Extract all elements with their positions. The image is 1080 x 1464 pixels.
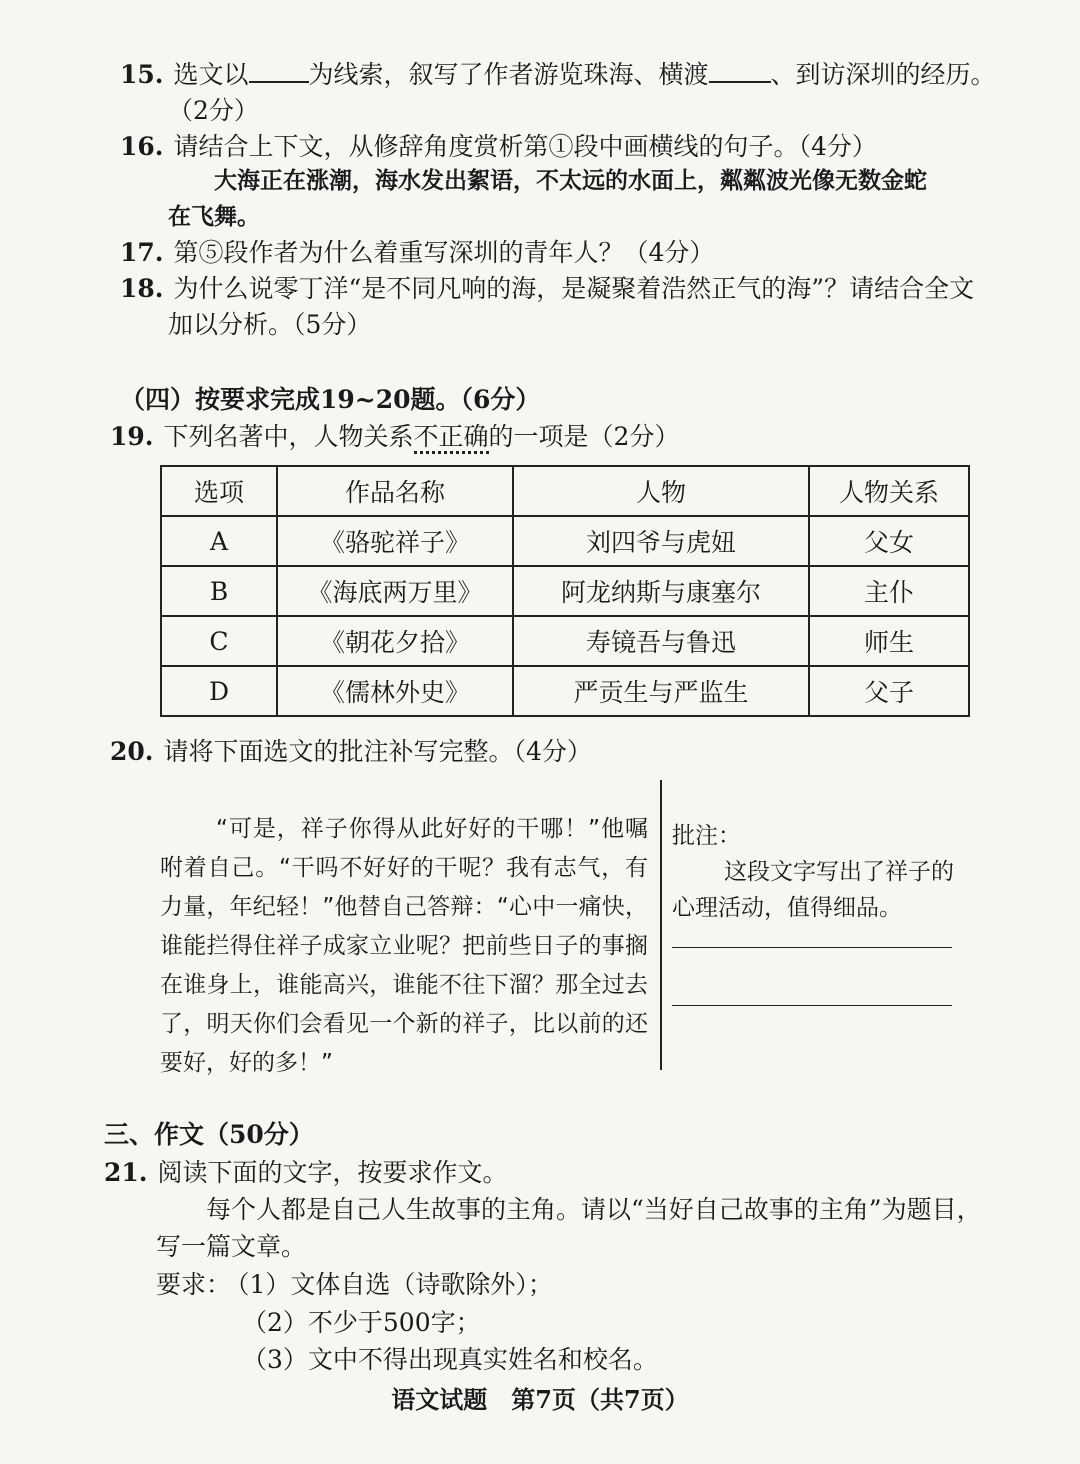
relation: 师生 [809,616,969,666]
requirement-2: （2）不少于500字； [242,1308,481,1337]
work-title: 《骆驼祥子》 [277,516,513,566]
section-3-title: 三、作文（50分） [104,1120,314,1149]
relation: 主仆 [809,566,969,616]
table-row [161,566,969,616]
question-number: 20. [110,737,154,766]
requirement-3: （3）文中不得出现真实姓名和校名。 [242,1345,658,1374]
option-label: B [161,566,277,616]
work-title: 《海底两万里》 [277,566,513,616]
emphasis-text: 不正确 [414,422,489,454]
section-4-title: （四）按要求完成19~20题。（6分） [120,385,541,414]
option-label: D [161,666,277,716]
requirements-label: 要求： [156,1270,232,1299]
characters: 阿龙纳斯与康塞尔 [513,566,809,616]
characters: 严贡生与严监生 [513,666,809,716]
question-15: 15. 选文以 为线索，叙写了作者游览珠海、横渡 、到访深圳的经历。 [120,60,996,89]
quoted-sentence-line2: 在飞舞。 [168,204,260,230]
annotation [672,818,962,926]
relation: 父子 [809,666,969,716]
annotation-answer-line[interactable] [672,1005,952,1006]
table-header: 人物 [513,466,809,516]
option-label: A [161,516,277,566]
question-18: 18. 为什么说零丁洋“是不同凡响的海，是凝聚着浩然正气的海”？请结合全文 [120,274,975,303]
characters: 刘四爷与虎妞 [513,516,809,566]
passage-box [160,780,662,1076]
question-21: 21. 阅读下面的文字，按要求作文。 [104,1158,508,1187]
quoted-sentence-line1: 大海正在涨潮，海水发出絮语，不太远的水面上，粼粼波光像无数金蛇 [214,168,927,194]
answer-blank[interactable] [249,59,309,83]
essay-prompt-line2: 写一篇文章。 [156,1232,307,1261]
annotation-answer-line[interactable] [672,947,952,948]
question-number: 17. [120,238,164,267]
question-number: 18. [120,274,164,303]
table-header: 人物关系 [809,466,969,516]
answer-blank[interactable] [709,59,771,83]
question-19: 19. 下列名著中，人物关系不正确的一项是（2分） [110,420,679,454]
requirement-1: （1）文体自选（诗歌除外）； [237,1270,553,1299]
table-header: 选项 [161,466,277,516]
essay-prompt-line1: 每个人都是自己人生故事的主角。请以“当好自己故事的主角”为题目， [206,1195,982,1224]
annotation-text: 这段文字写出了祥子的心理活动，值得细品。 [672,859,954,921]
page-footer: 语文试题 第7页（共7页） [391,1385,689,1414]
question-15-score: （2分） [168,96,259,125]
work-title: 《儒林外史》 [277,666,513,716]
question-17: 17. 第⑤段作者为什么着重写深圳的青年人？（4分） [120,238,715,267]
table-row [161,516,969,566]
work-title: 《朝花夕拾》 [277,616,513,666]
question-16: 16. 请结合上下文，从修辞角度赏析第①段中画横线的句子。（4分） [120,132,877,161]
question-number: 15. [120,60,164,89]
question-number: 16. [120,132,164,161]
table-row [161,616,969,666]
question-number: 21. [104,1158,148,1187]
annotation-label: 批注： [672,823,741,849]
table-row [161,666,969,716]
table-header: 作品名称 [277,466,513,516]
relation: 父女 [809,516,969,566]
passage-text: “可是，祥子你得从此好好的干哪！”他嘱咐着自己。“干吗不好好的干呢？我有志气，有力量，年纪轻！”他替自己答辩：“心中一痛快，谁能拦得住祥子成家立业呢？把前些日子的事搁在谁身上，谁能高兴，谁能不往下溜？那全过去了，明天你们会看见一个新的祥子，比以前的还要好，好的多！” [160,816,648,1076]
question-20: 20. 请将下面选文的批注补写完整。（4分） [110,737,592,766]
character-relation-table [160,465,970,717]
table-header-row [161,466,969,516]
question-18-line2: 加以分析。（5分） [168,310,372,339]
characters: 寿镜吾与鲁迅 [513,616,809,666]
requirements [156,1268,553,1302]
question-number: 19. [110,422,154,451]
option-label: C [161,616,277,666]
